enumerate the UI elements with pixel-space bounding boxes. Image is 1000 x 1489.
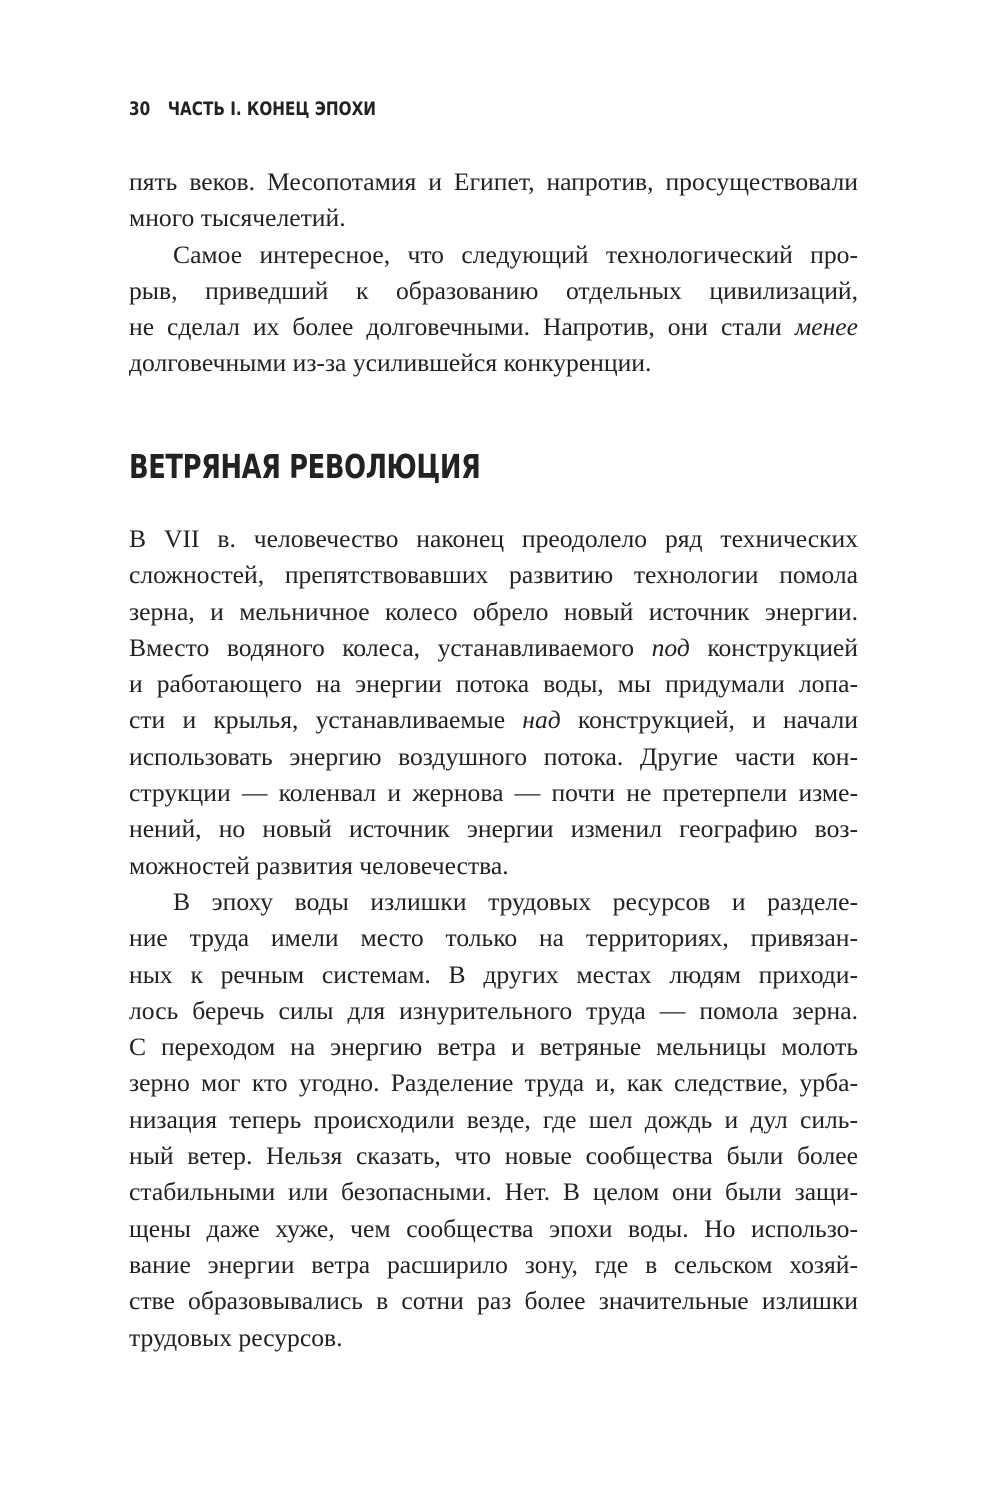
text-line: зерно мог кто угодно. Разделение труда и, как следствие, урба- — [129, 1068, 858, 1098]
text-run: сти и крылья, устанавливаемые — [129, 705, 523, 735]
text-line: использовать энергию воздушного потока. Другие части кон- — [129, 741, 858, 771]
section-heading: ВЕТРЯНАЯ РЕВОЛЮЦИЯ — [129, 447, 481, 486]
text-line: зерна, и мельничное колесо обрело новый источник энергии. — [129, 596, 858, 626]
emphasis-text: над — [522, 705, 561, 735]
intro-text — [129, 164, 858, 382]
main-text — [129, 521, 858, 1356]
emphasis-text: менее — [794, 312, 858, 342]
text-line: вание энергии ветра расширило зону, где в сельском хозяй- — [129, 1249, 858, 1279]
text-run: конструкцией, и начали — [560, 705, 859, 735]
emphasis-text: под — [651, 632, 690, 662]
text-line: щены даже хуже, чем сообщества эпохи воды. Но использо- — [129, 1213, 858, 1243]
text-line: лось беречь силы для изнурительного труда — помола зерна. — [129, 995, 858, 1025]
text-line: Самое интересное, что следующий технологический про- — [173, 239, 858, 269]
paragraph — [129, 237, 858, 382]
text-line: струкции — коленвал и жернова — почти не претерпели изме- — [129, 778, 858, 808]
text-line: долговечными из-за усилившейся конкуренции. — [129, 348, 652, 378]
text-line — [129, 630, 858, 666]
text-line: нений, но новый источник энергии изменил географию воз- — [129, 814, 858, 844]
text-line: стабильными или безопасными. Нет. В целом они были защи- — [129, 1177, 858, 1207]
text-line: много тысячелетий. — [129, 203, 346, 233]
running-head — [129, 98, 376, 120]
text-line: ных к речным системам. В других местах людям приходи- — [129, 959, 858, 989]
paragraph — [129, 884, 858, 1356]
text-run: конструкцией — [689, 632, 858, 662]
text-run: Вместо водяного колеса, устанавливаемого — [129, 632, 652, 662]
page-number: 30 — [129, 98, 151, 120]
text-line — [129, 702, 858, 738]
text-line: можностей развития человечества. — [129, 850, 509, 880]
text-line: В эпоху воды излишки трудовых ресурсов и разделе- — [173, 886, 858, 916]
text-line: пять веков. Месопотамия и Египет, напротив, просуществовали — [129, 167, 858, 196]
text-line: стве образовывались в сотни раз более значительные излишки — [129, 1286, 858, 1316]
text-line: рыв, приведший к образованию отдельных цивилизаций, — [129, 275, 858, 305]
paragraph — [129, 521, 858, 884]
text-line: ный ветер. Нельзя сказать, что новые сообщества были более — [129, 1141, 858, 1171]
text-line: ние труда имели место только на территориях, привязан- — [129, 923, 858, 953]
text-line: и работающего на энергии потока воды, мы придумали лопа- — [129, 669, 858, 699]
text-line: В VII в. человечество наконец преодолело ряд технических — [129, 524, 858, 553]
paragraph — [129, 164, 858, 237]
text-line: низация теперь происходили везде, где шел дождь и дул силь- — [129, 1104, 858, 1134]
text-line — [129, 309, 858, 345]
text-line: сложностей, препятствовавших развитию технологии помола — [129, 560, 858, 590]
text-line: С переходом на энергию ветра и ветряные мельницы молоть — [129, 1032, 858, 1062]
text-run: не сделал их более долговечными. Напротив, они стали — [129, 312, 795, 342]
text-line: трудовых ресурсов. — [129, 1322, 343, 1352]
running-head-section: ЧАСТЬ I. КОНЕЦ ЭПОХИ — [167, 98, 377, 120]
